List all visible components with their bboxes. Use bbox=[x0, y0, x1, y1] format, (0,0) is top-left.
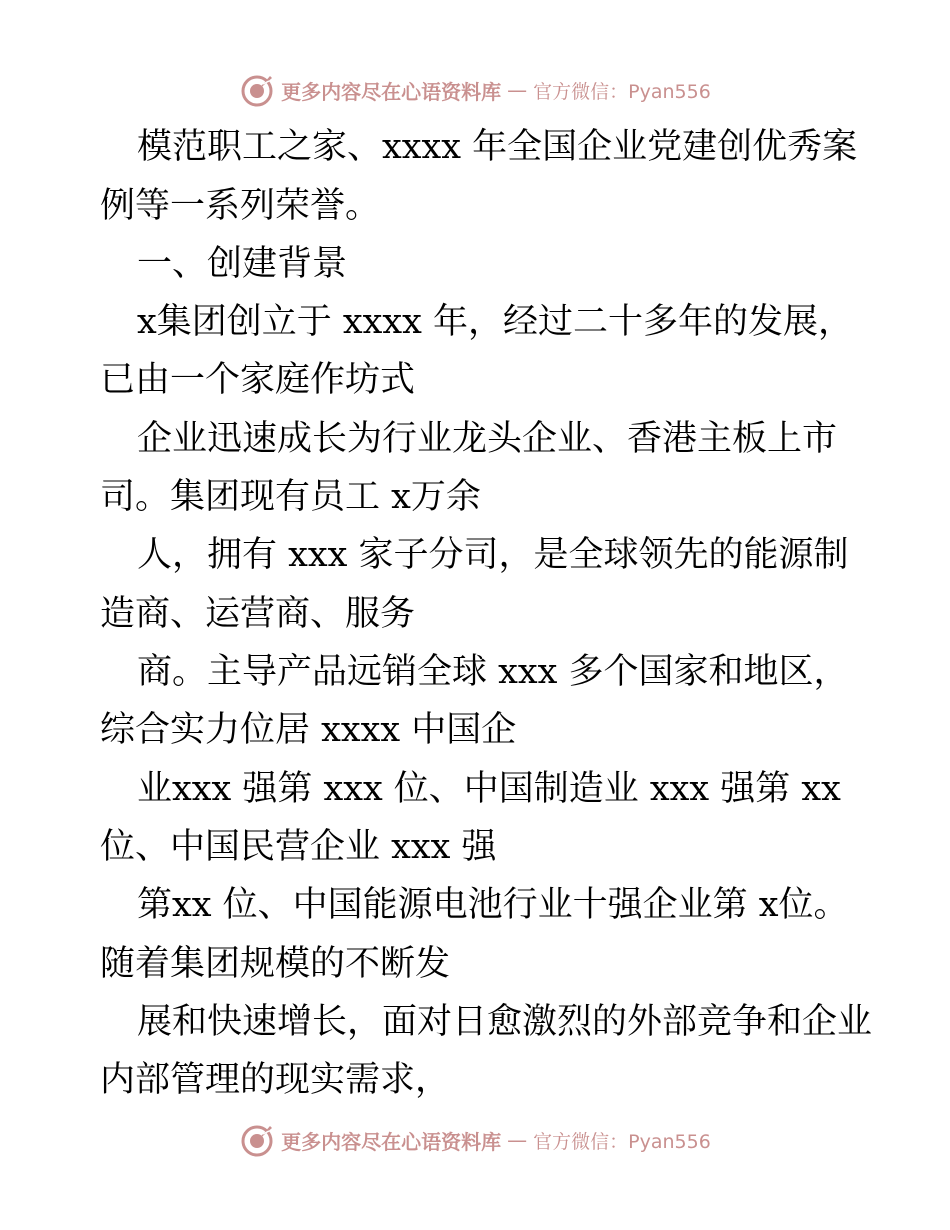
banner-separator: — bbox=[507, 78, 528, 102]
body-line: x集团创立于 xxxx 年，经过二十多年的发展， bbox=[137, 302, 853, 342]
body-line: 展和快速增长，面对日愈激烈的外部竞争和企业 bbox=[137, 1002, 873, 1042]
footer-banner bbox=[0, 1120, 950, 1160]
body-line: 人，拥有 xxx 家子分司，是全球领先的能源制 bbox=[137, 535, 849, 575]
body-line: 综合实力位居 xxxx 中国企 bbox=[100, 710, 517, 750]
body-line: 模范职工之家、xxxx 年全国企业党建创优秀案 bbox=[137, 127, 858, 167]
section-heading: 一、创建背景 bbox=[137, 244, 348, 284]
quill-logo-icon bbox=[239, 1122, 275, 1158]
quill-logo-icon bbox=[239, 72, 275, 108]
body-line: 商。主导产品远销全球 xxx 多个国家和地区， bbox=[137, 652, 849, 692]
body-line: 内部管理的现实需求， bbox=[100, 1060, 451, 1100]
banner-wechat: 官方微信：Pyan556 bbox=[533, 80, 711, 103]
body-line: 造商、运营商、服务 bbox=[100, 594, 416, 634]
body-line: 已由一个家庭作坊式 bbox=[100, 360, 416, 400]
body-line: 第xx 位、中国能源电池行业十强企业第 x位。 bbox=[137, 885, 849, 925]
header-banner bbox=[0, 70, 950, 110]
body-line: 司。集团现有员工 x万余 bbox=[100, 477, 481, 517]
body-line: 位、中国民营企业 xxx 强 bbox=[100, 827, 497, 867]
banner-title: 更多内容尽在心语资料库 bbox=[281, 79, 502, 104]
banner-title: 更多内容尽在心语资料库 bbox=[281, 1129, 502, 1154]
banner-wechat: 官方微信：Pyan556 bbox=[533, 1130, 711, 1153]
body-line: 业xxx 强第 xxx 位、中国制造业 xxx 强第 xx bbox=[137, 769, 841, 809]
body-line: 随着集团规模的不断发 bbox=[100, 944, 451, 984]
banner-separator: — bbox=[507, 1128, 528, 1152]
body-line: 企业迅速成长为行业龙头企业、香港主板上市 bbox=[137, 419, 838, 459]
body-line: 例等一系列荣誉。 bbox=[100, 186, 381, 226]
